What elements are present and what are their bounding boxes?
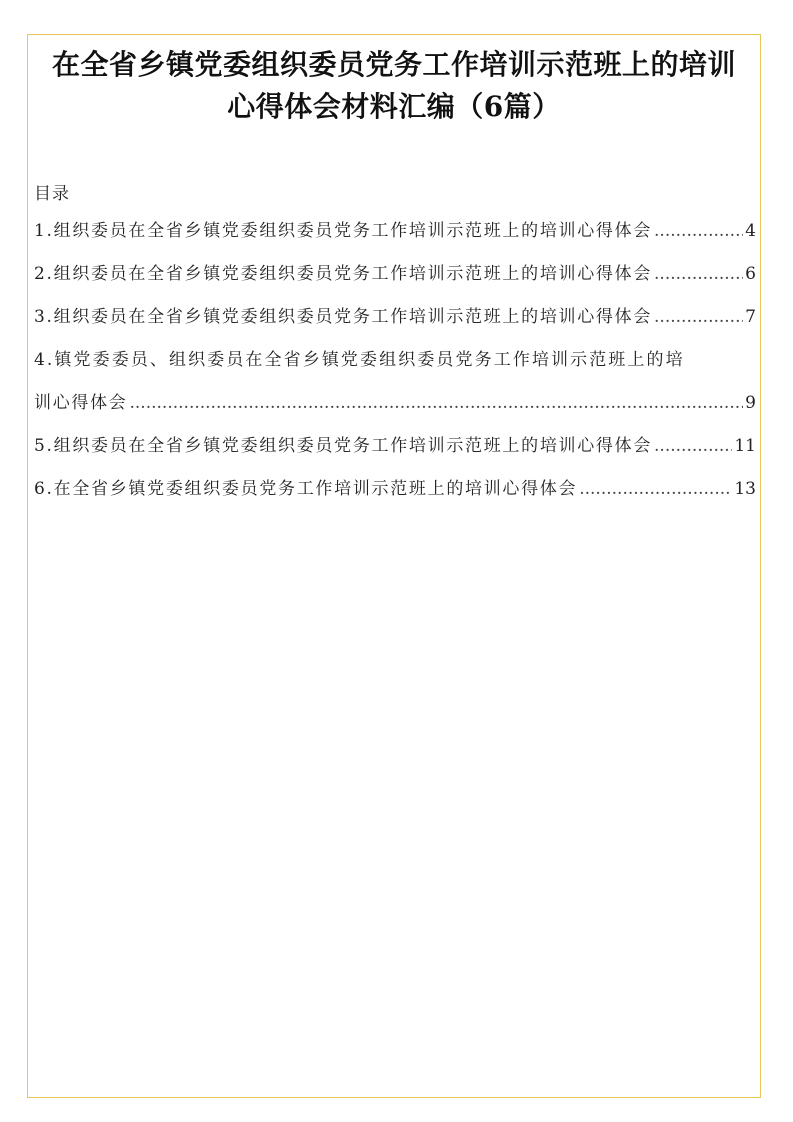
toc-page-number: 6 <box>745 264 756 284</box>
toc-page-number: 13 <box>734 479 756 499</box>
toc-entry-text: 6.在全省乡镇党委组织委员党务工作培训示范班上的培训心得体会 <box>34 479 578 499</box>
toc-page-number: 4 <box>745 221 756 241</box>
dot-leader <box>654 210 743 253</box>
toc-entry-1[interactable] <box>34 210 756 253</box>
toc-entry-text-line-2: 训心得体会 <box>34 393 128 413</box>
toc-page-number: 7 <box>745 307 756 327</box>
dot-leader <box>654 253 743 296</box>
table-of-contents <box>34 178 756 511</box>
toc-heading: 目录 <box>34 184 70 204</box>
title-line-2: 心得体会材料汇编（6篇） <box>227 90 561 123</box>
toc-entry-3[interactable] <box>34 296 756 339</box>
toc-entry-4[interactable] <box>34 339 756 425</box>
toc-entry-text: 2.组织委员在全省乡镇党委组织委员党务工作培训示范班上的培训心得体会 <box>34 264 653 284</box>
toc-entry-6[interactable] <box>34 468 756 511</box>
dot-leader <box>579 468 732 511</box>
toc-page-number: 11 <box>734 436 756 456</box>
dot-leader <box>130 382 744 425</box>
title-line-1: 在全省乡镇党委组织委员党务工作培训示范班上的培训 <box>51 48 736 81</box>
dot-leader <box>654 296 743 339</box>
toc-page-number: 9 <box>745 393 756 413</box>
toc-entry-text-line-1: 4.镇党委委员、组织委员在全省乡镇党委组织委员党务工作培训示范班上的培 <box>34 350 685 370</box>
toc-entry-2[interactable] <box>34 253 756 296</box>
dot-leader <box>654 425 732 468</box>
toc-entry-5[interactable] <box>34 425 756 468</box>
toc-entry-text: 1.组织委员在全省乡镇党委组织委员党务工作培训示范班上的培训心得体会 <box>34 221 653 241</box>
document-title <box>34 44 754 128</box>
toc-entry-text: 3.组织委员在全省乡镇党委组织委员党务工作培训示范班上的培训心得体会 <box>34 307 653 327</box>
toc-entry-text: 5.组织委员在全省乡镇党委组织委员党务工作培训示范班上的培训心得体会 <box>34 436 653 456</box>
